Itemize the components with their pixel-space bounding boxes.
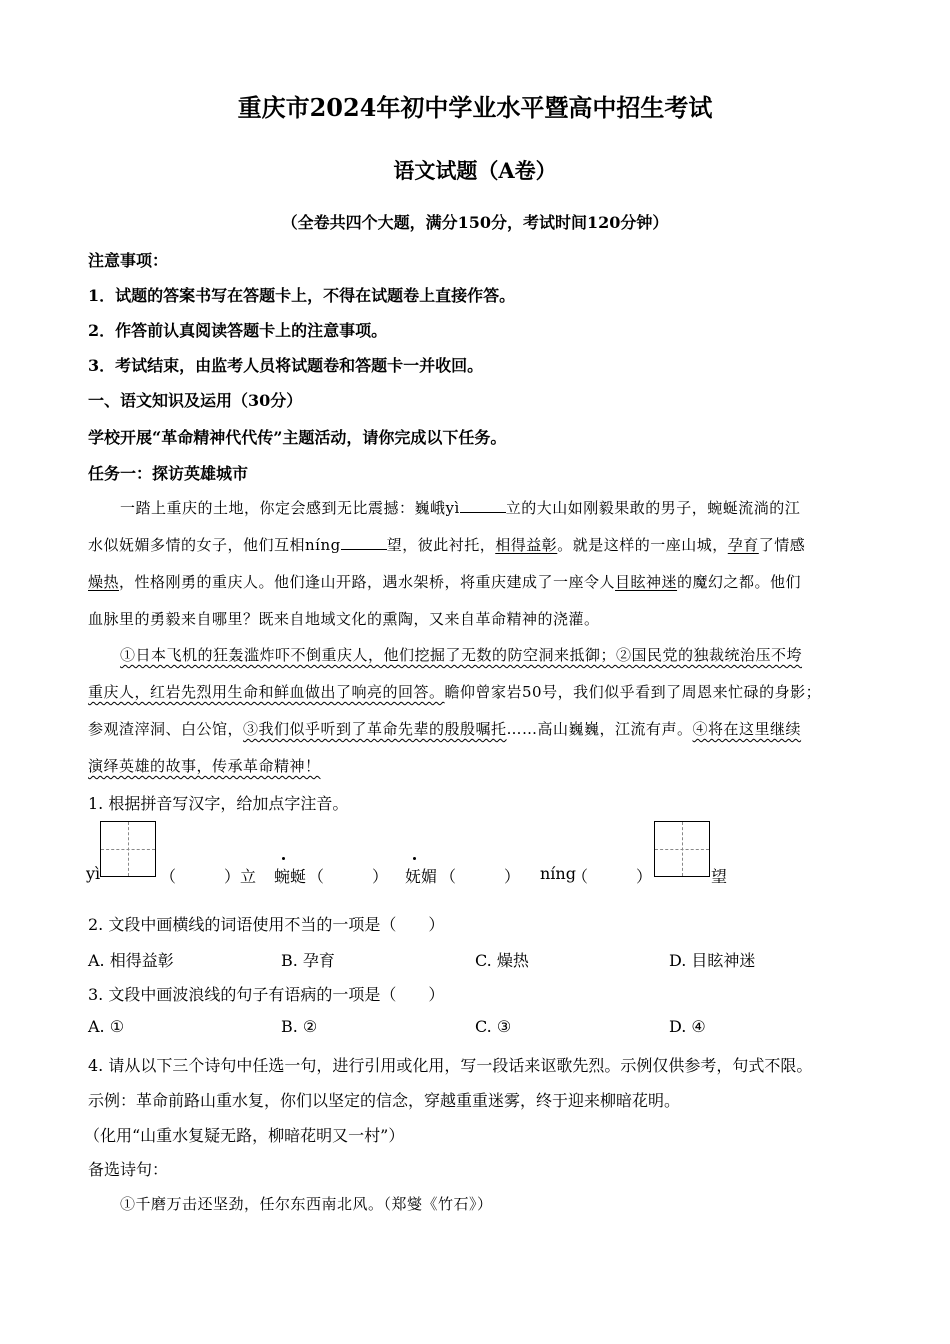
- passage-text: ……高山巍巍，江流有声。: [506, 720, 693, 738]
- q2-option-d[interactable]: D. 目眩神迷: [669, 951, 756, 970]
- q3-option-c[interactable]: C. ③: [475, 1017, 512, 1036]
- underlined-word: 目眩神迷: [615, 573, 678, 591]
- question-1: 1. 根据拼音写汉字，给加点字注音。: [88, 794, 349, 813]
- q3-option-d[interactable]: D. ④: [669, 1017, 706, 1036]
- underlined-word: 燥热: [88, 573, 120, 591]
- char-wang: 望: [711, 867, 728, 886]
- passage-text: 望，彼此衬托，: [386, 536, 496, 554]
- passage-line-2: [88, 534, 805, 555]
- question-2: 2. 文段中画横线的词语使用不当的一项是（ ）: [88, 915, 445, 934]
- passage-line-7: [88, 718, 801, 739]
- q2-option-c[interactable]: C. 燥热: [475, 951, 529, 970]
- underlined-word: 孕育: [727, 536, 759, 554]
- passage-line-8: [88, 755, 321, 776]
- wavy-sentence: ④将在这里继续: [692, 720, 802, 738]
- q2-option-a[interactable]: A. 相得益彰: [88, 951, 174, 970]
- exam-title: 重庆市2024年初中学业水平暨高中招生考试: [237, 93, 713, 122]
- wavy-sentence: ③我们似乎听到了革命先辈的殷殷嘱托: [243, 720, 507, 738]
- fill-blank: [341, 535, 387, 550]
- answer-paren-2[interactable]: （ ）: [308, 867, 389, 886]
- q3-option-a[interactable]: A. ①: [88, 1017, 125, 1036]
- section-intro: 学校开展“革命精神代代传”主题活动，请你完成以下任务。: [88, 428, 507, 447]
- q4-candidate-1: ①千磨万击还坚劲，任尔东西南北风。（郑燮《竹石》）: [120, 1195, 493, 1213]
- passage-text: 了情感: [758, 536, 806, 554]
- passage-text: 水似妩媚多情的女子，他们互相níng: [88, 536, 341, 554]
- note-item-2: 2．作答前认真阅读答题卡上的注意事项。: [88, 321, 388, 340]
- passage-text: 。就是这样的一座山城，: [557, 536, 728, 554]
- writing-box[interactable]: [100, 821, 156, 877]
- exam-subtitle: 语文试题（A卷）: [393, 158, 557, 183]
- question-4: 4. 请从以下三个诗句中任选一句，进行引用或化用，写一段话来讴歌先烈。示例仅供参考，句式不限。: [88, 1056, 813, 1075]
- answer-paren-1[interactable]: （ ）立: [160, 867, 257, 886]
- passage-text: 的魔幻之都。他们: [677, 573, 802, 591]
- fill-blank: [460, 498, 506, 513]
- passage-text: 瞻仰曾家岩50号，我们似乎看到了周恩来忙碌的身影；: [444, 683, 822, 701]
- wavy-sentence: ①日本飞机的狂轰滥炸吓不倒重庆人，他们挖掘了无数的防空洞来抵御；②国民党的独裁统治压不垮: [120, 646, 803, 664]
- passage-line-4: 血脉里的勇毅来自哪里？既来自地域文化的熏陶，又来自革命精神的浇灌。: [88, 610, 600, 628]
- word-wumei: 妩媚: [405, 867, 438, 886]
- passage-line-1: [120, 497, 800, 518]
- section-heading: 一、语文知识及运用（30分）: [88, 391, 303, 410]
- passage-text: 参观渣滓洞、白公馆，: [88, 720, 244, 738]
- pinyin-ning: níng: [540, 864, 576, 883]
- q3-option-b[interactable]: B. ②: [281, 1017, 318, 1036]
- note-item-1: 1．试题的答案书写在答题卡上，不得在试题卷上直接作答。: [88, 286, 516, 305]
- exam-info: （全卷共四个大题，满分150分，考试时间120分钟）: [281, 213, 669, 232]
- wavy-sentence: 重庆人，红岩先烈用生命和鲜血做出了响亮的回答。: [88, 683, 445, 701]
- q4-candidates-label: 备选诗句：: [88, 1160, 169, 1179]
- question-3: 3. 文段中画波浪线的句子有语病的一项是（ ）: [88, 985, 445, 1004]
- q4-example: 示例：革命前路山重水复，你们以坚定的信念，穿越重重迷雾，终于迎来柳暗花明。: [88, 1091, 681, 1110]
- answer-paren-3[interactable]: （ ）: [440, 867, 521, 886]
- word-wanyan: 蜿蜒: [274, 867, 307, 886]
- notes-heading: 注意事项：: [88, 251, 169, 270]
- passage-line-3: [88, 571, 801, 592]
- note-item-3: 3．考试结束，由监考人员将试题卷和答题卡一并收回。: [88, 356, 484, 375]
- passage-line-6: [88, 681, 821, 702]
- pinyin-yi: yì: [86, 864, 101, 883]
- passage-line-5: [120, 644, 802, 665]
- q2-option-b[interactable]: B. 孕育: [281, 951, 335, 970]
- answer-paren-4[interactable]: （ ）: [572, 867, 653, 886]
- task-heading: 任务一：探访英雄城市: [88, 464, 249, 483]
- passage-text: 一踏上重庆的土地，你定会感到无比震撼：巍峨yì: [120, 499, 460, 517]
- passage-text: 立的大山如刚毅果敢的男子，蜿蜒流淌的江: [505, 499, 801, 517]
- emphasis-dot: [282, 857, 285, 860]
- wavy-sentence: 演绎英雄的故事，传承革命精神！: [88, 757, 321, 775]
- q4-example-note: （化用“山重水复疑无路，柳暗花明又一村”）: [84, 1126, 405, 1145]
- passage-text: ，性格刚勇的重庆人。他们逢山开路，遇水架桥，将重庆建成了一座令人: [119, 573, 616, 591]
- writing-box[interactable]: [654, 821, 710, 877]
- emphasis-dot: [413, 857, 416, 860]
- underlined-word: 相得益彰: [495, 536, 558, 554]
